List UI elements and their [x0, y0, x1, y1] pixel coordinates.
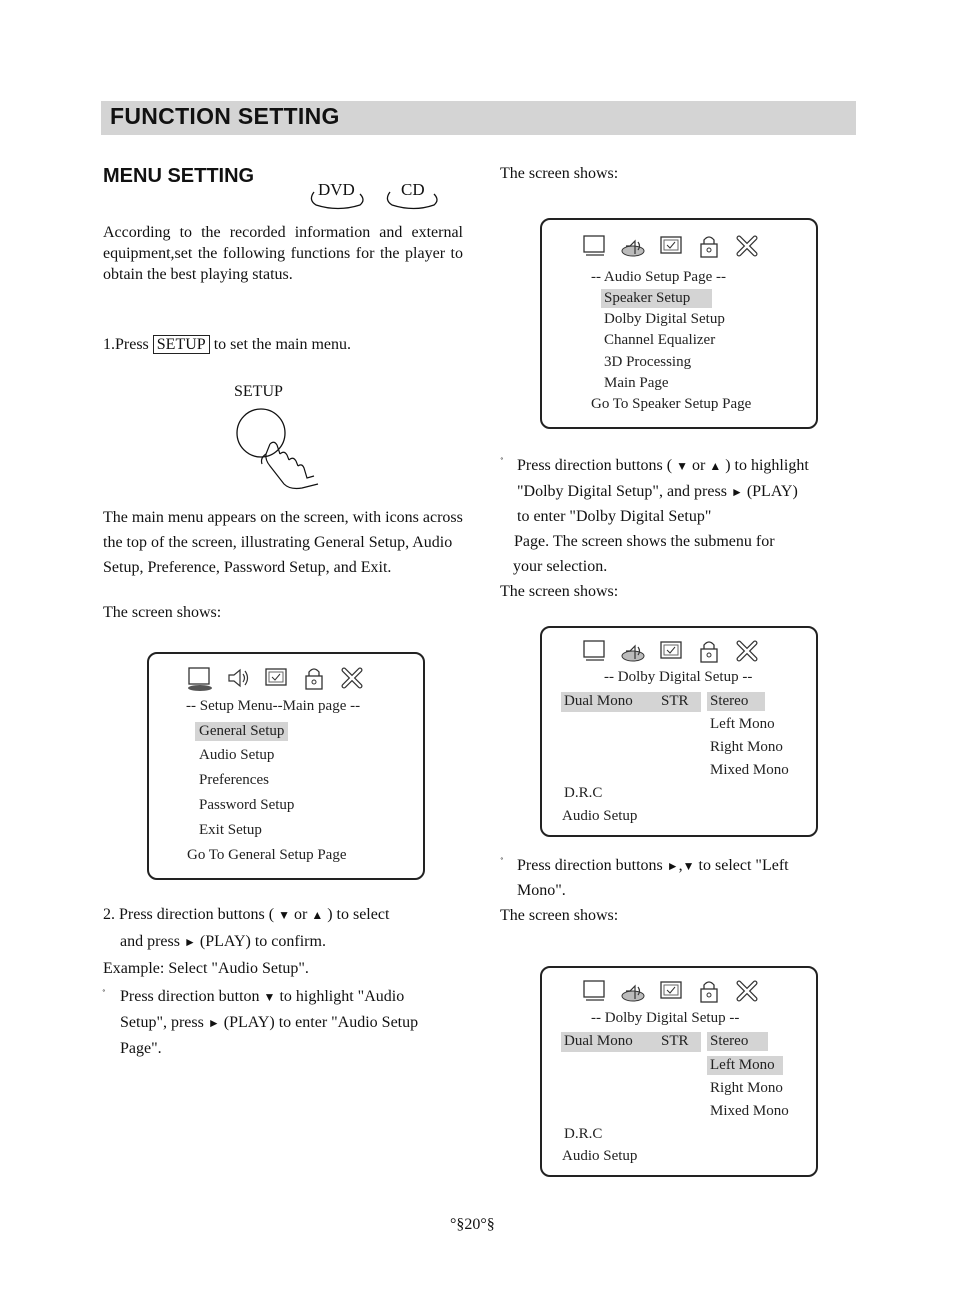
screen-shows-left: The screen shows:: [103, 604, 222, 621]
lock-icon: [696, 978, 722, 1004]
bullet-icon: ˚: [102, 988, 106, 1000]
preference-icon: [263, 665, 289, 691]
bullet-a-text1: Press direction button: [120, 988, 260, 1005]
speaker-icon: [620, 638, 646, 664]
bullet-line-a: [120, 988, 404, 1006]
screen1-item-general-setup[interactable]: General Setup: [195, 722, 288, 741]
section-title: MENU SETTING: [103, 165, 255, 187]
screen3-option-left-mono[interactable]: Left Mono: [710, 716, 775, 732]
screen1-item-audio-setup[interactable]: Audio Setup: [199, 747, 275, 763]
right-para1-text-b: or: [691, 457, 706, 474]
lock-icon: [696, 638, 722, 664]
screen1-item-password-setup[interactable]: Password Setup: [199, 797, 295, 813]
screen4-drc[interactable]: D.R.C: [564, 1126, 603, 1142]
bullet-b-text1: Setup", press: [120, 1014, 204, 1031]
exit-icon: [339, 665, 365, 691]
screen3-option-mixed-mono[interactable]: Mixed Mono: [710, 762, 789, 778]
step1-line: [103, 336, 351, 354]
screen3-option-right-mono[interactable]: Right Mono: [710, 739, 783, 755]
arrow-right-icon: ►: [730, 485, 743, 499]
step2-text-b: or: [293, 906, 308, 923]
arrow-down-icon: ▼: [682, 859, 695, 873]
screen1-footer: Go To General Setup Page: [187, 847, 347, 863]
screen3-dual-mono[interactable]: Dual Mono: [564, 693, 633, 709]
screen3-option-stereo[interactable]: Stereo: [707, 692, 765, 711]
screen3-footer: Audio Setup: [562, 808, 638, 824]
speaker-icon: [225, 665, 251, 691]
bullet-line-b: [120, 1014, 418, 1032]
right-para2-text-b: to select "Left: [698, 857, 789, 874]
example-line: Example: Select "Audio Setup".: [103, 960, 309, 977]
screen2-item-main-page[interactable]: Main Page: [604, 375, 669, 391]
step1-suffix: to set the main menu.: [213, 336, 351, 353]
hand-press-icon: [230, 408, 325, 493]
tv-icon: [582, 638, 608, 664]
right-para1-line1: [517, 457, 809, 475]
cd-badge: CD: [401, 180, 425, 199]
page-title: FUNCTION SETTING: [110, 103, 340, 129]
screen2-icon-row: [582, 233, 760, 259]
lock-icon: [301, 665, 327, 691]
page-number: °§20°§: [450, 1216, 495, 1233]
step2-line2-a: and press: [120, 933, 180, 950]
screen-shows-right-3: The screen shows:: [500, 907, 619, 924]
screen3-icon-row: [582, 638, 760, 664]
bullet-line-c: Page".: [120, 1040, 162, 1057]
right-para1-line5: your selection.: [513, 558, 608, 575]
right-para1-line2: [517, 483, 798, 501]
screen1-item-preferences[interactable]: Preferences: [199, 772, 269, 788]
exit-icon: [734, 978, 760, 1004]
screen2-item-dolby-digital-setup[interactable]: Dolby Digital Setup: [604, 311, 725, 327]
right-para1-line3: to enter "Dolby Digital Setup": [517, 508, 712, 525]
screen2-item-channel-equalizer[interactable]: Channel Equalizer: [604, 332, 716, 348]
exit-icon: [734, 638, 760, 664]
setup-key: SETUP: [153, 335, 210, 354]
tv-icon: [582, 978, 608, 1004]
arrow-right-icon: ►: [207, 1016, 220, 1030]
arrow-up-icon: ▲: [311, 908, 324, 922]
right-para2-text-a: Press direction buttons: [517, 857, 663, 874]
dvd-badge: DVD: [318, 180, 355, 199]
bullet-icon: ˚: [500, 456, 504, 468]
step1-prefix: 1.Press: [103, 336, 149, 353]
bullet-a-text2: to highlight "Audio: [279, 988, 405, 1005]
bullet-b-text2: (PLAY) to enter "Audio Setup: [223, 1014, 419, 1031]
speaker-icon: [620, 978, 646, 1004]
speaker-icon: [620, 233, 646, 259]
screen-shows-right-2: The screen shows:: [500, 583, 619, 600]
tv-icon: [582, 233, 608, 259]
arrow-right-icon: ►: [183, 935, 196, 949]
setup-button-label: SETUP: [234, 383, 283, 400]
right-para2-line2: Mono".: [517, 882, 566, 899]
screen-shows-right-1: The screen shows:: [500, 165, 619, 182]
preference-icon: [658, 638, 684, 664]
arrow-down-icon: ▼: [263, 990, 276, 1004]
step2-line2: [120, 933, 326, 951]
right-para2-line1: Press direction buttons ►,▼ to select "Left: [517, 857, 789, 874]
screen3-drc[interactable]: D.R.C: [564, 785, 603, 801]
step2-text-a: 2. Press direction buttons (: [103, 906, 275, 923]
screen2-item-3d-processing[interactable]: 3D Processing: [604, 354, 692, 370]
screen1-title: -- Setup Menu--Main page --: [186, 698, 361, 714]
screen4-option-left-mono[interactable]: Left Mono: [707, 1056, 783, 1075]
screen3-str: STR: [661, 693, 689, 709]
step2-line2-b: (PLAY) to confirm.: [199, 933, 326, 950]
bullet-icon: ˚: [500, 856, 504, 868]
screen1-icon-row: [187, 665, 365, 691]
screen4-dual-mono[interactable]: Dual Mono: [564, 1033, 633, 1049]
screen2-title: -- Audio Setup Page --: [591, 269, 726, 285]
right-para1-l2-a: "Dolby Digital Setup", and press: [517, 483, 727, 500]
preference-icon: [658, 233, 684, 259]
exit-icon: [734, 233, 760, 259]
screen4-title: -- Dolby Digital Setup --: [591, 1010, 740, 1026]
arrow-up-icon: ▲: [709, 459, 722, 473]
screen2-footer: Go To Speaker Setup Page: [591, 396, 752, 412]
screen4-icon-row: [582, 978, 760, 1004]
arrow-down-icon: ▼: [676, 459, 688, 473]
screen4-option-mixed-mono[interactable]: Mixed Mono: [710, 1103, 789, 1119]
screen4-str: STR: [661, 1033, 689, 1049]
step2-text-c: ) to select: [327, 906, 390, 923]
intro-paragraph: According to the recorded information and external equipment,set the following functions for the player to obtain the best playing status.: [103, 224, 463, 283]
right-para1-text-c: ) to highlight: [725, 457, 809, 474]
preference-icon: [658, 978, 684, 1004]
screen1-item-exit-setup[interactable]: Exit Setup: [199, 822, 262, 838]
screen4-footer: Audio Setup: [562, 1148, 638, 1164]
screen4-option-right-mono[interactable]: Right Mono: [710, 1080, 783, 1096]
lock-icon: [696, 233, 722, 259]
step2-line1: [103, 906, 389, 924]
tv-icon: [187, 665, 213, 691]
screen4-option-stereo[interactable]: Stereo: [707, 1032, 768, 1051]
right-para1-text-a: Press direction buttons (: [517, 457, 673, 474]
arrow-right-icon: ►: [666, 859, 679, 873]
right-para1-l2-b: (PLAY): [746, 483, 798, 500]
screen3-title: -- Dolby Digital Setup --: [604, 669, 753, 685]
setup-press-illustration: [230, 408, 325, 493]
main-menu-description: The main menu appears on the screen, with icons across the top of the screen, illustrating General Setup, Audio Setup, Preference, Password Setup, and Exit.: [103, 509, 463, 576]
right-para1-line4: Page. The screen shows the submenu for: [514, 533, 775, 550]
screen2-item-speaker-setup[interactable]: Speaker Setup: [601, 289, 712, 308]
arrow-down-icon: ▼: [278, 908, 290, 922]
